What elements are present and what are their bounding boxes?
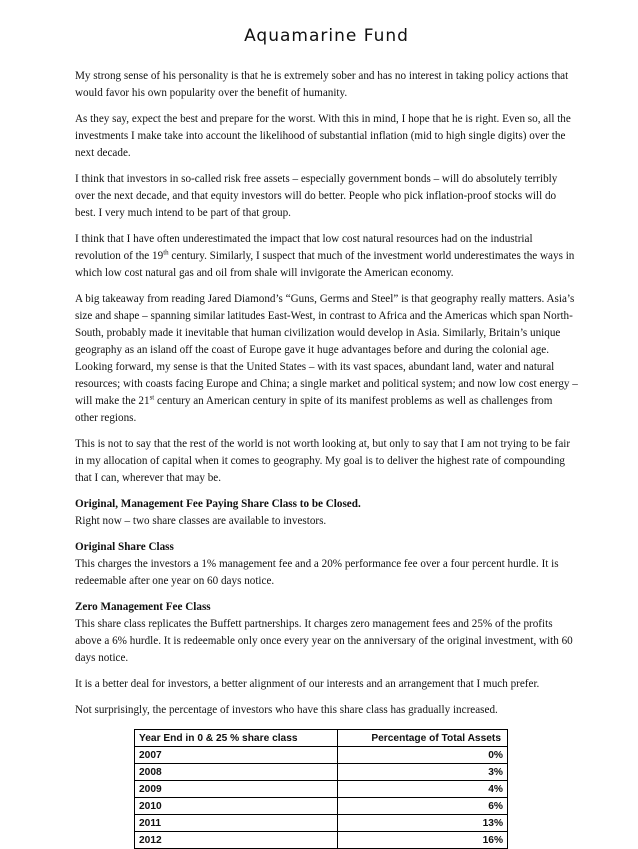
- cell-percentage: 3%: [337, 764, 507, 781]
- share-class-table: [134, 729, 508, 849]
- paragraph-text: I think that I have often underestimated the impact that low cost natural resources had on the industrial revolution of the 19: [75, 233, 533, 262]
- cell-year: 2012: [135, 832, 338, 849]
- paragraph-text: century. Similarly, I suspect that much of the investment world underestimates the ways in which low cost natural gas and oil from shale will invigorate the American economy.: [75, 250, 575, 279]
- section-body: This charges the investors a 1% management fee and a 20% performance fee over a four percent hurdle. It is redeemable after one year on 60 days notice.: [75, 558, 559, 587]
- paragraph-natural-resources: [75, 231, 578, 282]
- paragraph-better-deal: It is a better deal for investors, a better alignment of our interests and an arrangement that I much prefer.: [75, 678, 540, 690]
- cell-percentage: 16%: [337, 832, 507, 849]
- cell-percentage: 0%: [337, 747, 507, 764]
- paragraph-text: A big takeaway from reading Jared Diamond’s “Guns, Germs and Steel” is that geography really matters. Asia’s size and shape – spanning similar latitudes East-West, in contrast to Africa and the Americas which span North-South, probably made it inevitable that human civilization would develop in Asia. Similarly, Britain’s unique geography as an island off the coast of Europe gave it huge advantages before and during the colonial age. Looking forward, my sense is that the United States – with its vast spaces, abundant land, water and natural resources; with coasts facing Europe and China; a single market and political system; and now low cost energy – will make the 21: [75, 293, 578, 407]
- cell-year: 2007: [135, 747, 338, 764]
- paragraph-risk-free-assets: I think that investors in so-called risk free assets – especially government bonds – will do absolutely terribly over the next decade, and that equity investors will do better. People who pick inflation-proof stocks will do best. I very much intend to be part of that group.: [75, 173, 558, 219]
- cell-year: 2009: [135, 781, 338, 798]
- paragraph-geography: [75, 291, 578, 427]
- paragraph-inflation: As they say, expect the best and prepare for the worst. With this in mind, I hope that he is right. Even so, all the investments I make take into account the likelihood of substantial inflation (mid to high single digits) over the next decade.: [75, 113, 571, 159]
- section-heading: Original Share Class: [75, 541, 174, 553]
- paragraph-personality: My strong sense of his personality is that he is extremely sober and has no interest in taking policy actions that would favor his own popularity over the benefit of humanity.: [75, 70, 569, 99]
- document-title: Aquamarine Fund: [244, 26, 409, 46]
- cell-percentage: 13%: [337, 815, 507, 832]
- table-row: [135, 815, 508, 832]
- section-zero-fee-class: [75, 599, 578, 667]
- table-header-row: [135, 730, 508, 747]
- section-body: This share class replicates the Buffett partnerships. It charges zero management fees and 25% of the profits above a 6% hurdle. It is redeemable only once every year on the anniversary of the original investment, with 60 days notice.: [75, 618, 573, 664]
- table-row: [135, 832, 508, 849]
- cell-year: 2011: [135, 815, 338, 832]
- section-heading: Zero Management Fee Class: [75, 601, 211, 613]
- paragraph-text: century an American century in spite of its manifest problems as well as challenges from other regions.: [75, 395, 553, 424]
- cell-percentage: 4%: [337, 781, 507, 798]
- cell-year: 2010: [135, 798, 338, 815]
- column-header-year: Year End in 0 & 25 % share class: [135, 730, 338, 747]
- section-heading: Original, Management Fee Paying Share Class to be Closed.: [75, 498, 361, 510]
- table-row: [135, 747, 508, 764]
- cell-year: 2008: [135, 764, 338, 781]
- table-row: [135, 781, 508, 798]
- column-header-percentage: Percentage of Total Assets: [337, 730, 507, 747]
- section-original-share-class: [75, 539, 578, 590]
- cell-percentage: 6%: [337, 798, 507, 815]
- table-row: [135, 798, 508, 815]
- paragraph-allocation: This is not to say that the rest of the world is not worth looking at, but only to say that I am not trying to be fair in my allocation of capital when it comes to geography. My goal is to deliver the highest rate of compounding that I can, wherever that may be.: [75, 438, 571, 484]
- paragraph-share-class-growth: Not surprisingly, the percentage of investors who have this share class has gradually increased.: [75, 704, 498, 716]
- section-closing-share-class: [75, 496, 578, 530]
- table-row: [135, 764, 508, 781]
- section-body: Right now – two share classes are available to investors.: [75, 515, 327, 527]
- superscript: th: [163, 248, 169, 257]
- superscript: st: [149, 393, 155, 402]
